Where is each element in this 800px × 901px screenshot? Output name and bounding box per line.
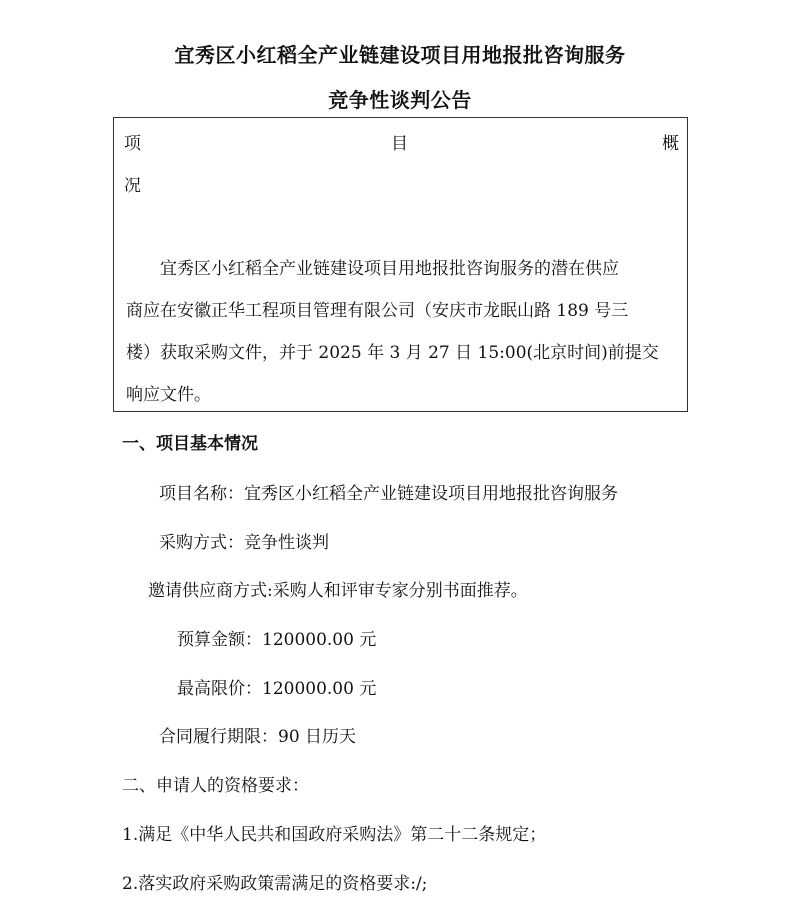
- qualification-item-1: 1.满足《中华人民共和国政府采购法》第二十二条规定；: [122, 825, 547, 845]
- contract-period: 合同履行期限：90 日历天: [159, 727, 357, 747]
- overview-label-char-1: 项: [124, 134, 141, 154]
- overview-paragraph-line: 商应在安徽正华工程项目管理有限公司（安庆市龙眠山路 189 号三: [126, 301, 629, 321]
- section-1-heading: 一、项目基本情况: [122, 434, 258, 454]
- section-2-heading: 二、申请人的资格要求：: [122, 776, 309, 796]
- supplier-invitation-method: 邀请供应商方式:采购人和评审专家分别书面推荐。: [148, 581, 528, 601]
- overview-label-char-4: 况: [124, 176, 141, 196]
- document-title-line-2: 竞争性谈判公告: [328, 88, 472, 112]
- document-title-line-1: 宜秀区小红稻全产业链建设项目用地报批咨询服务: [174, 43, 626, 67]
- qualification-item-2: 2.落实政府采购政策需满足的资格要求:/;: [122, 874, 428, 894]
- budget-amount: 预算金额：120000.00 元: [177, 630, 377, 650]
- overview-label-char-3: 概: [662, 134, 679, 154]
- overview-paragraph-line: 响应文件。: [126, 385, 211, 405]
- project-overview-box: [113, 117, 688, 412]
- overview-paragraph-line: 楼）获取采购文件，并于 2025 年 3 月 27 日 15:00(北京时间)前提交: [126, 343, 659, 363]
- procurement-method: 采购方式：竞争性谈判: [159, 533, 329, 553]
- overview-label-char-2: 目: [391, 134, 408, 154]
- maximum-price: 最高限价：120000.00 元: [177, 679, 377, 699]
- overview-paragraph-line: 宜秀区小红稻全产业链建设项目用地报批咨询服务的潜在供应: [126, 259, 619, 279]
- project-name: 项目名称：宜秀区小红稻全产业链建设项目用地报批咨询服务: [159, 484, 618, 504]
